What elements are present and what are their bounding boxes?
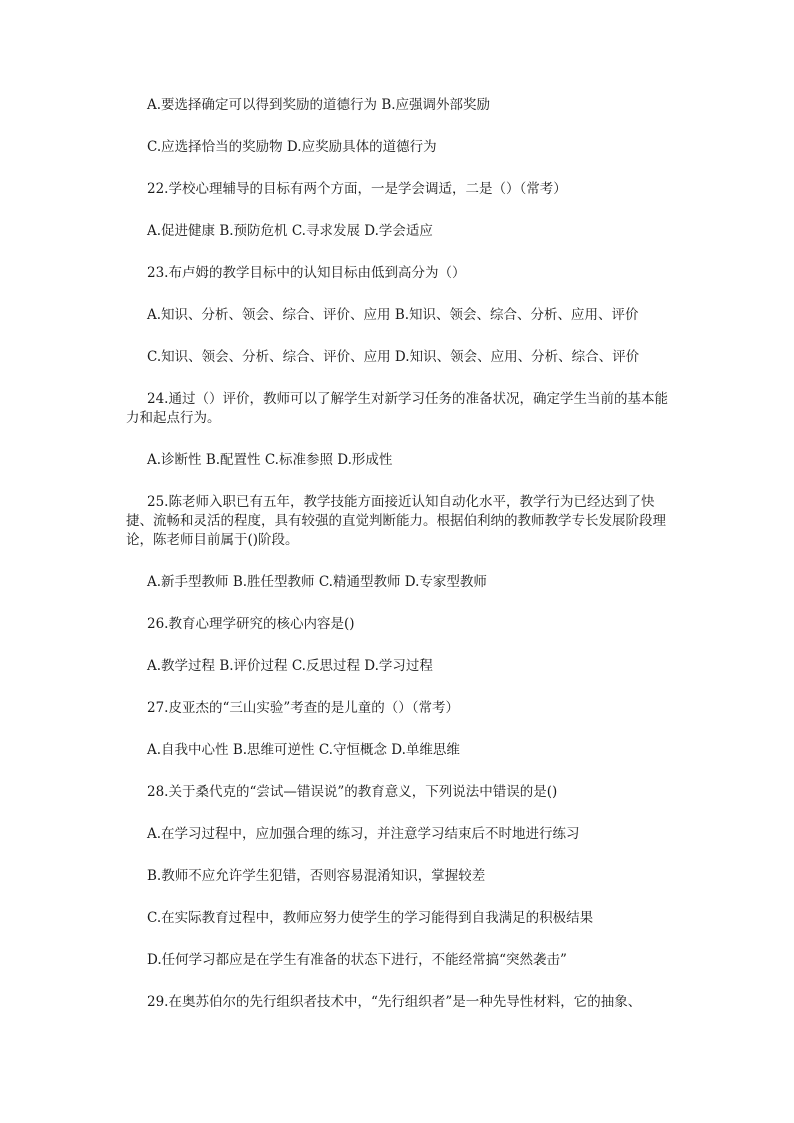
option-28-c: C.在实际教育过程中，教师应努力使学生的学习能得到自我满足的积极结果 <box>147 910 594 926</box>
options-23-ab: A.知识、分析、领会、综合、评价、应用 B.知识、领会、综合、分析、应用、评价 <box>147 307 639 323</box>
question-27: 27.皮亚杰的“三山实验”考查的是儿童的（）（常考） <box>147 700 460 716</box>
options-27: A.自我中心性 B.思维可逆性 C.守恒概念 D.单维思维 <box>147 742 460 758</box>
options-25: A.新手型教师 B.胜任型教师 C.精通型教师 D.专家型教师 <box>147 574 487 590</box>
option-line-21-ab: A.要选择确定可以得到奖励的道德行为 B.应强调外部奖励 <box>147 97 491 113</box>
option-28-d: D.任何学习都应是在学生有准备的状态下进行，不能经常搞“突然袭击” <box>147 952 567 968</box>
options-23-cd: C.知识、领会、分析、综合、评价、应用 D.知识、领会、应用、分析、综合、评价 <box>147 349 640 365</box>
document-body <box>126 96 674 1012</box>
question-29: 29.在奥苏伯尔的先行组织者技术中，“先行组织者”是一种先导性材料，它的抽象、 <box>147 994 642 1010</box>
question-25: 25.陈老师入职已有五年，教学技能方面接近认知自动化水平，教学行为已经达到了快捷、流畅和灵活的程度，具有较强的直觉判断能力。根据伯利纳的教师教学专长发展阶段理论，陈老师目前属于()阶段。 <box>126 494 666 548</box>
question-28: 28.关于桑代克的“尝试—错误说”的教育意义，下列说法中错误的是() <box>147 784 558 800</box>
option-28-b: B.教师不应允许学生犯错，否则容易混淆知识，掌握较差 <box>147 868 486 884</box>
question-23: 23.布卢姆的教学目标中的认知目标由低到高分为（） <box>147 265 466 281</box>
question-26: 26.教育心理学研究的核心内容是() <box>147 616 355 632</box>
question-24: 24.通过（）评价，教师可以了解学生对新学习任务的准备状况，确定学生当前的基本能力和起点行为。 <box>126 391 668 426</box>
options-22: A.促进健康 B.预防危机 C.寻求发展 D.学会适应 <box>147 223 433 239</box>
options-24: A.诊断性 B.配置性 C.标准参照 D.形成性 <box>147 452 393 468</box>
options-26: A.教学过程 B.评价过程 C.反思过程 D.学习过程 <box>147 658 433 674</box>
question-22: 22.学校心理辅导的目标有两个方面，一是学会调适，二是（）（常考） <box>147 181 567 197</box>
option-line-21-cd: C.应选择恰当的奖励物 D.应奖励具体的道德行为 <box>147 139 437 155</box>
option-28-a: A.在学习过程中，应加强合理的练习，并注意学习结束后不时地进行练习 <box>147 826 580 842</box>
